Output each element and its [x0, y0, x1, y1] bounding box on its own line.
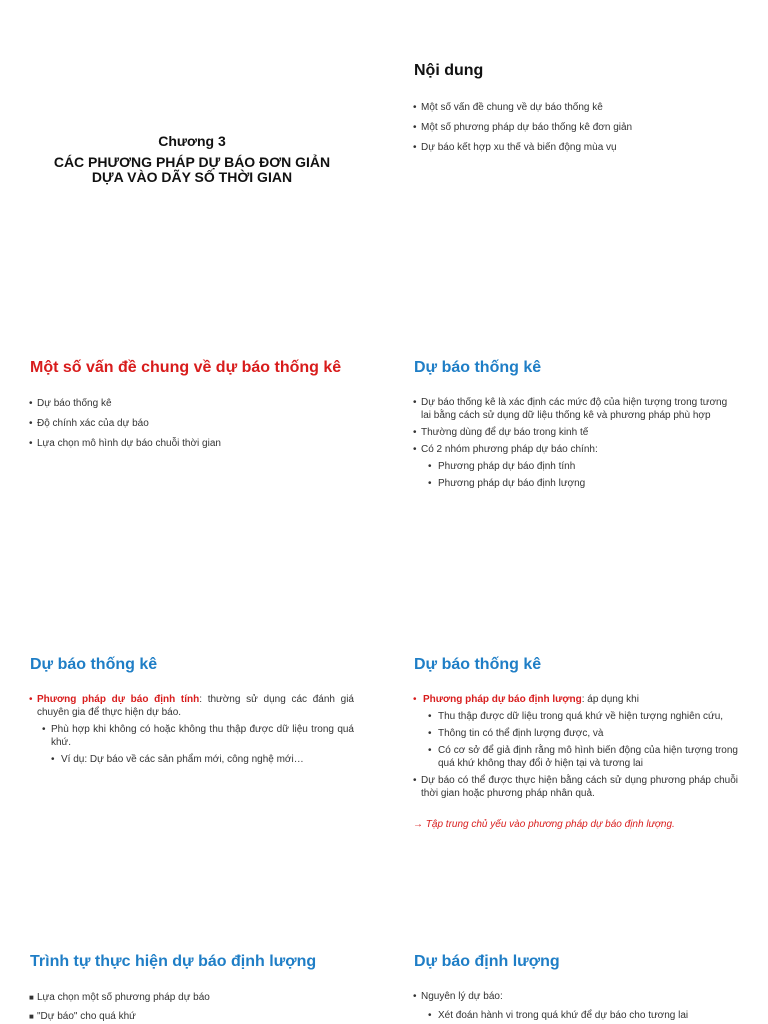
list-subitem: • Thông tin có thể định lượng được, và [428, 728, 604, 739]
slide-general-issues [0, 297, 384, 594]
slide-title: Một số vấn đề chung về dự báo thống kê [30, 359, 342, 376]
list-item: • Độ chính xác của dự báo [29, 418, 149, 429]
list-item: • Có 2 nhóm phương pháp dự báo chính: [413, 444, 598, 455]
chapter-block [0, 133, 384, 185]
list-item: • Phương pháp dự báo định lượng: áp dụng khi [413, 694, 639, 705]
list-subitem: • Phương pháp dự báo định tính [428, 461, 576, 472]
slide-title: Nội dung [414, 62, 484, 79]
quantitative-list [413, 693, 738, 804]
slide-chapter-title [0, 0, 384, 297]
slide-quantitative-forecast [384, 594, 768, 891]
list-subitem: • Phương pháp dự báo định lượng [428, 478, 586, 489]
list-item: • Thường dùng để dự báo trong kinh tế [413, 427, 589, 438]
list-item: • Dự báo có thể được thực hiện bằng cách sử dụng phương pháp chuỗi thời gian hoặc phương pháp nhân quả. [413, 775, 738, 799]
list-item: • Nguyên lý dự báo: [413, 991, 503, 1002]
list-item: • Lựa chọn mô hình dự báo chuỗi thời gian [29, 438, 221, 449]
list-subitem: • Thu thập được dữ liệu trong quá khứ về hiện tượng nghiên cứu, [428, 711, 724, 722]
slide-title: Dự báo thống kê [414, 359, 542, 376]
principle-list [413, 990, 738, 1024]
slide-qualitative-forecast [0, 594, 384, 891]
list-subitem: • Phù hợp khi không có hoặc không thu thập được dữ liệu trong quá khứ. [42, 724, 354, 748]
list-item: ■ Lựa chọn một số phương pháp dự báo [29, 992, 210, 1003]
slide-title: Dự báo định lượng [414, 953, 560, 970]
list-subitem: • Xét đoán hành vi trong quá khứ để dự báo cho tương lai [428, 1010, 689, 1021]
slide-quantitative-principle [384, 891, 768, 1024]
chapter-title-line1: CÁC PHƯƠNG PHÁP DỰ BÁO ĐƠN GIẢN [53, 154, 331, 170]
list-item: ■ "Dự báo" cho quá khứ [29, 1011, 136, 1022]
chapter-label: Chương 3 [158, 133, 226, 149]
list-item: • Phương pháp dự báo định tính: thường sử dụng các đánh giá chuyên gia để thực hiện dự báo. [29, 694, 354, 718]
list-item: • Dự báo thống kê [29, 398, 112, 409]
slide-quantitative-steps [0, 891, 384, 1024]
contents-list [413, 101, 738, 161]
steps-list [29, 991, 354, 1024]
qualitative-list [29, 693, 354, 770]
list-subitem: • Ví dụ: Dự báo về các sản phẩm mới, công nghệ mới… [51, 754, 304, 765]
slide-title: Dự báo thống kê [30, 656, 158, 673]
list-subitem: • Có cơ sở để giả định rằng mô hình biến động của hiện tượng trong quá khứ không thay đổi ở hiện tại và tương lai [428, 745, 738, 769]
chapter-title-line2: DỰA VÀO DÃY SỐ THỜI GIAN [91, 169, 293, 185]
slide-title: Dự báo thống kê [414, 656, 542, 673]
forecast-list [413, 396, 738, 494]
focus-note: → Tập trung chủ yếu vào phương pháp dự báo định lượng. [413, 819, 675, 830]
list-item: • Một số phương pháp dự báo thống kê đơn giản [413, 122, 633, 133]
slide-contents [384, 0, 768, 297]
list-item: • Một số vấn đề chung về dự báo thống kê [413, 102, 603, 113]
list-item: • Dự báo kết hợp xu thế và biến động mùa vụ [413, 142, 617, 153]
slide-statistical-forecast-1 [384, 297, 768, 594]
list-item: • Dự báo thống kê là xác định các mức độ của hiện tượng trong tương lai bằng cách sử dụng dữ liệu thống kê và phương pháp phù hợp [413, 397, 728, 421]
slide-title: Trình tự thực hiện dự báo định lượng [30, 953, 317, 970]
issues-list [29, 397, 354, 457]
